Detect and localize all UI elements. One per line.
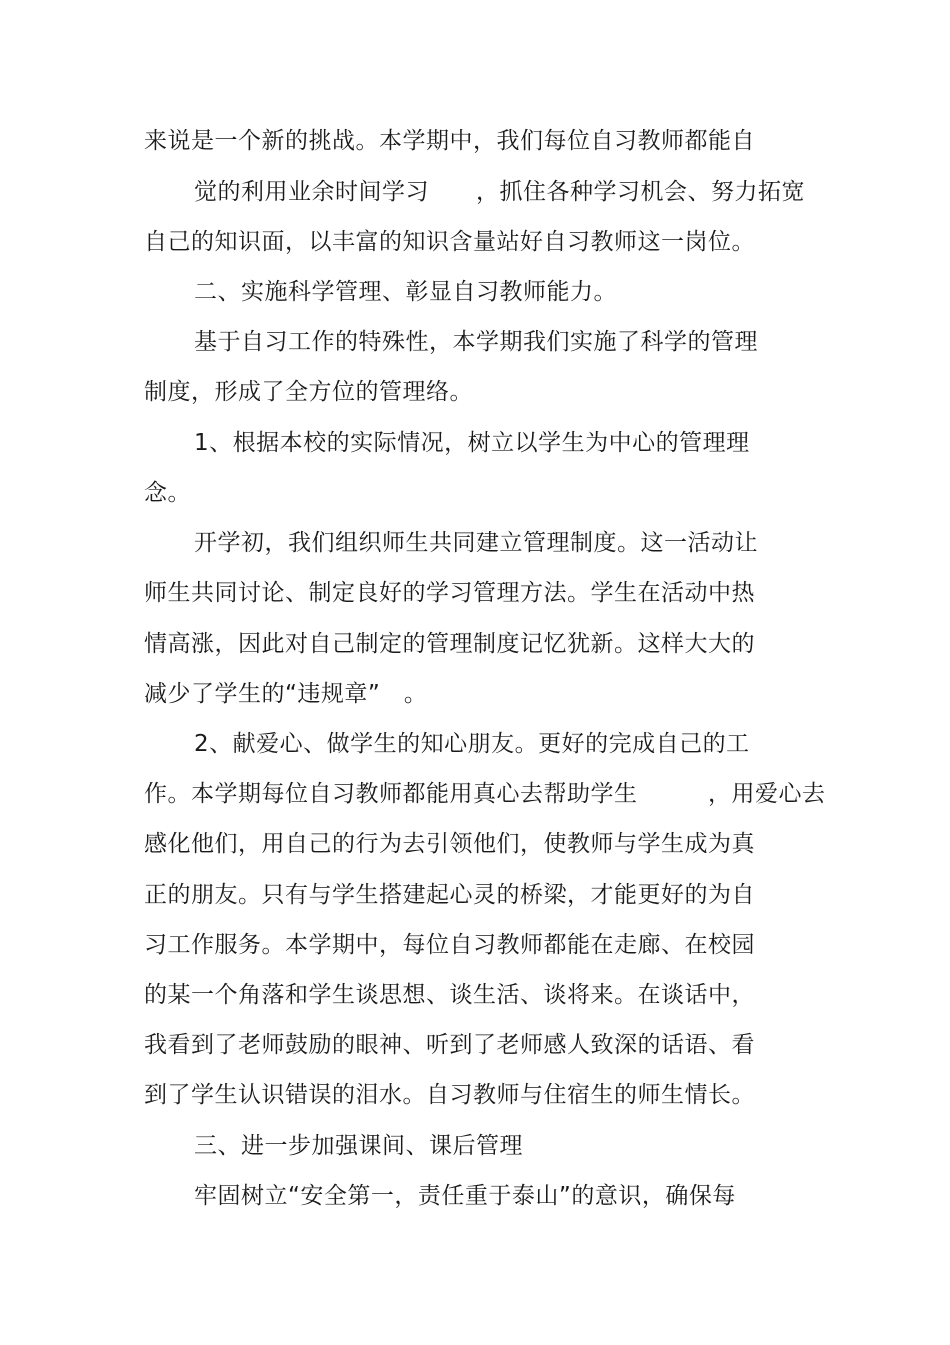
text-line: 的某一个角落和学生谈思想、谈生活、谈将来。在谈话中， — [144, 982, 755, 1008]
text-line: 减少了学生的“违规章” 。 — [144, 681, 428, 707]
subsection-heading: 2、献爱心、做学生的知心朋友。更好的完成自己的工 — [194, 731, 750, 757]
text-line: 到了学生认识错误的泪水。自习教师与住宿生的师生情长。 — [144, 1082, 755, 1108]
text-line: 习工作服务。本学期中，每位自习教师都能在走廊、在校园 — [144, 932, 755, 958]
text-line: 开学初，我们组织师生共同建立管理制度。这一活动让 — [194, 530, 758, 556]
text-line: 师生共同讨论、制定良好的学习管理方法。学生在活动中热 — [144, 580, 755, 606]
subsection-heading: 1、根据本校的实际情况，树立以学生为中心的管理理 — [194, 430, 750, 456]
text-line: 基于自习工作的特殊性，本学期我们实施了科学的管理 — [194, 329, 758, 355]
section-heading: 二、实施科学管理、彰显自习教师能力。 — [194, 279, 617, 305]
text-line: 念。 — [144, 480, 191, 506]
section-heading: 三、进一步加强课间、课后管理 — [194, 1133, 523, 1159]
text-line: 感化他们，用自己的行为去引领他们，使教师与学生成为真 — [144, 831, 755, 857]
text-line: 牢固树立“安全第一，责任重于泰山”的意识，确保每 — [194, 1183, 736, 1209]
text-line: 自己的知识面，以丰富的知识含量站好自习教师这一岗位。 — [144, 229, 755, 255]
text-line: 制度，形成了全方位的管理络。 — [144, 379, 473, 405]
text-line: 来说是一个新的挑战。本学期中，我们每位自习教师都能自 — [144, 128, 755, 154]
text-line: 觉的利用业余时间学习 ，抓住各种学习机会、努力拓宽 — [194, 179, 805, 205]
text-line: 情高涨，因此对自己制定的管理制度记忆犹新。这样大大的 — [144, 631, 755, 657]
text-line: 正的朋友。只有与学生搭建起心灵的桥梁，才能更好的为自 — [144, 882, 755, 908]
text-line: 作。本学期每位自习教师都能用真心去帮助学生 ，用爱心去 — [144, 781, 826, 807]
text-line: 我看到了老师鼓励的眼神、听到了老师感人致深的话语、看 — [144, 1032, 755, 1058]
